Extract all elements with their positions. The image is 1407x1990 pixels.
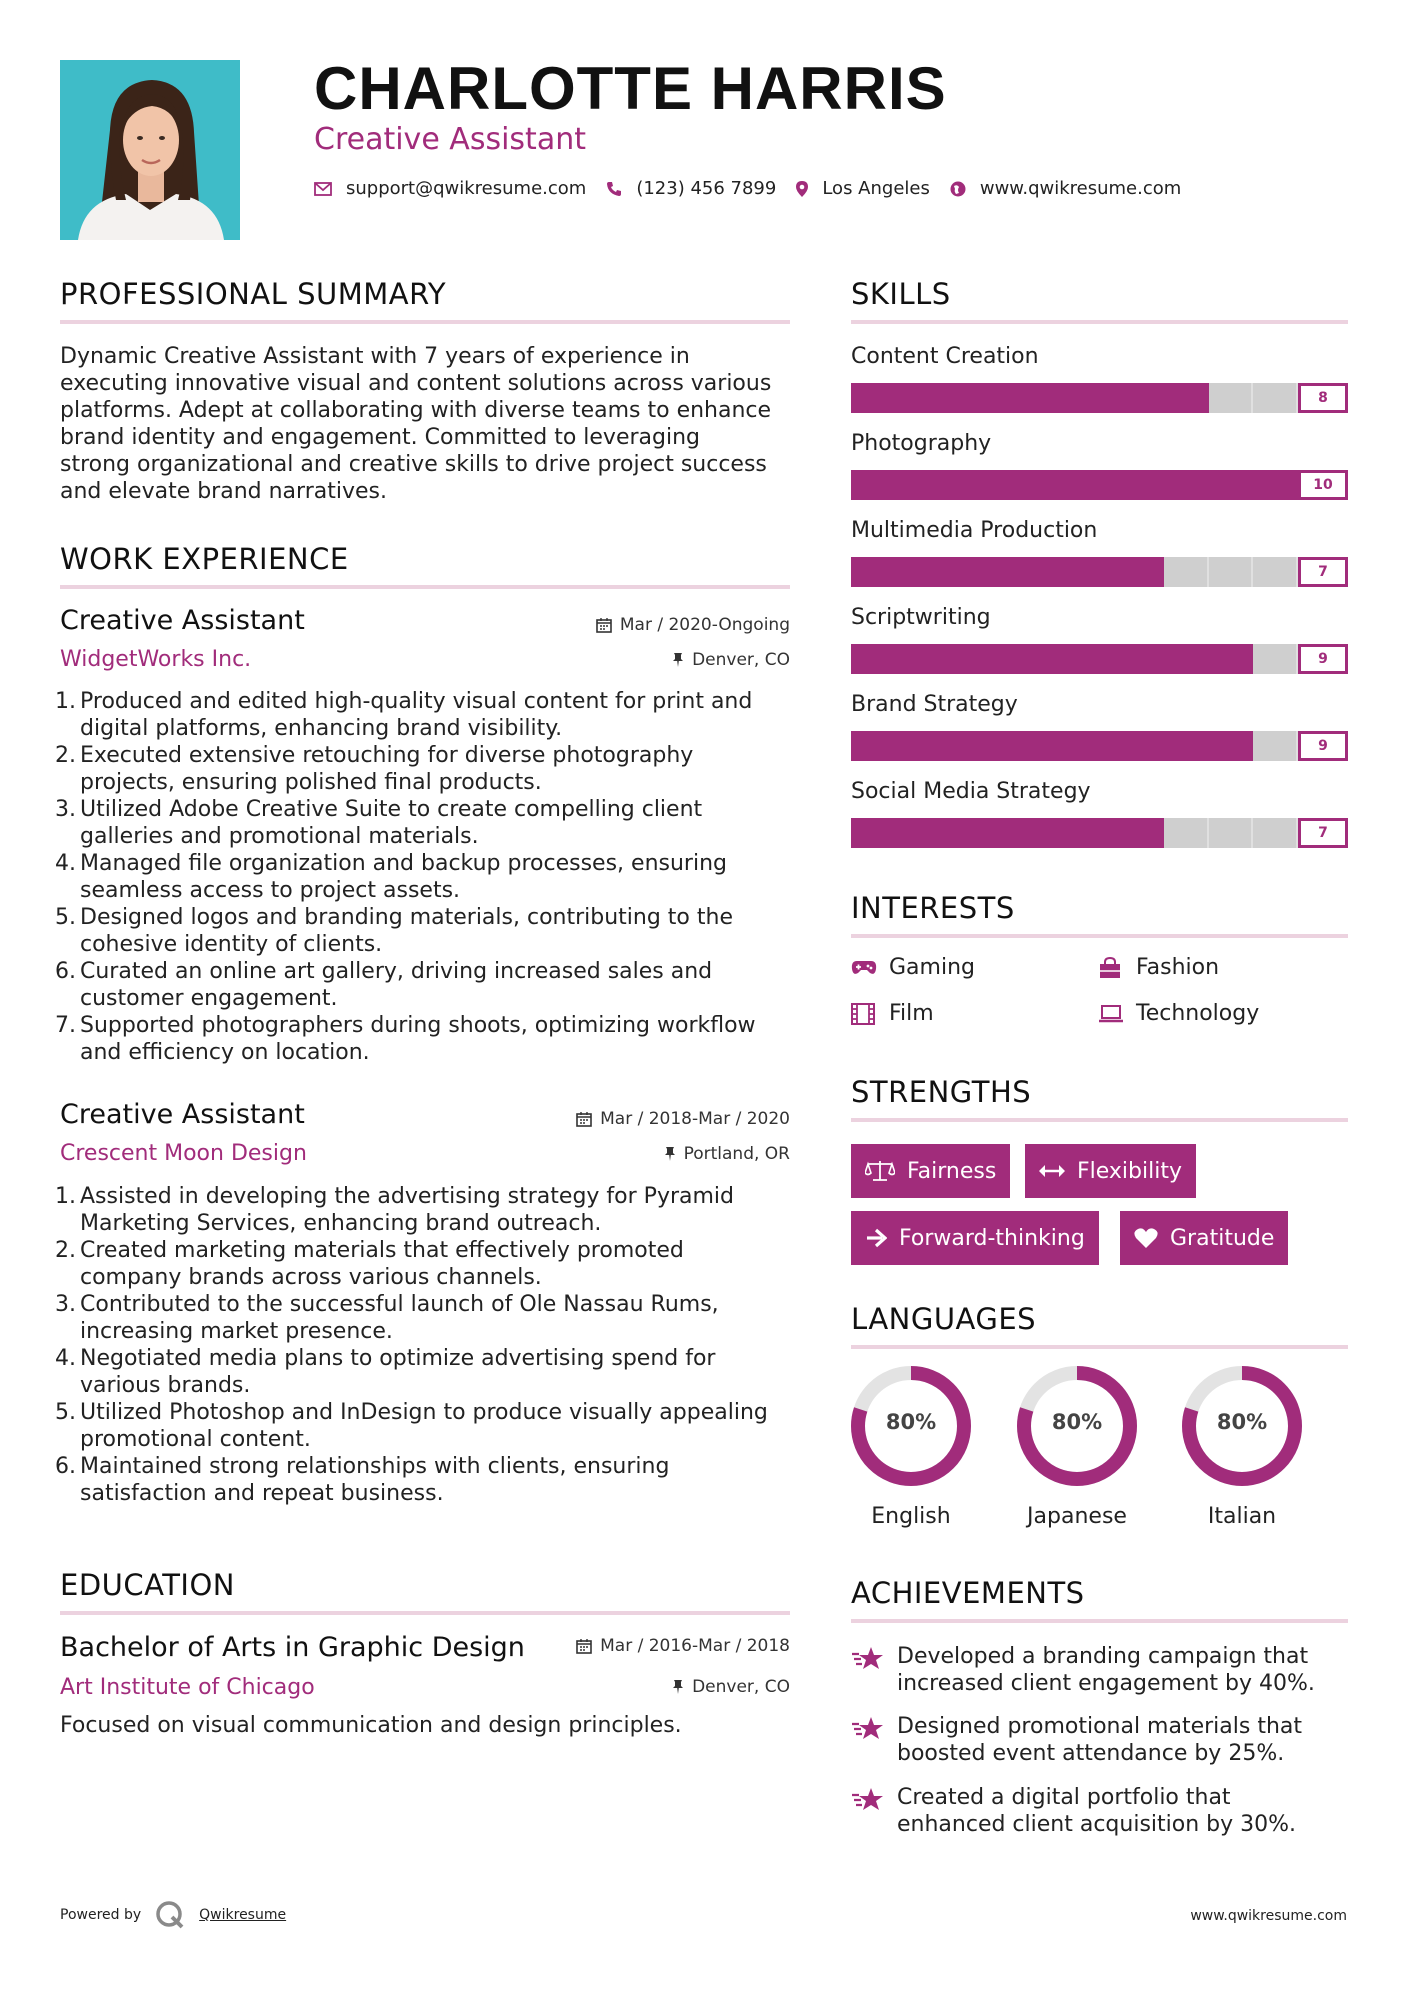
strength-label: Fairness (907, 1158, 997, 1184)
job-dates (576, 1109, 790, 1129)
laptop-icon (1098, 1004, 1126, 1024)
summary-line: executing innovative visual and content solutions across various (60, 371, 772, 396)
heart-icon (1134, 1227, 1158, 1249)
company-name: Crescent Moon Design (60, 1141, 307, 1166)
film-icon (851, 1003, 879, 1025)
strength-flexibility (1025, 1144, 1196, 1198)
skill-segment-filled (1119, 644, 1164, 674)
strength-forward-thinking (851, 1211, 1099, 1265)
skill-name: Brand Strategy (851, 692, 1018, 717)
summary-line: platforms. Adept at collaborating with diverse teams to enhance (60, 398, 772, 423)
job-bullets (55, 688, 800, 1066)
strength-fairness (851, 1144, 1010, 1198)
skill-segment-filled (1164, 470, 1209, 500)
bullet-line: and efficiency on location. (80, 1040, 370, 1065)
powered-by-label: Powered by (60, 1907, 142, 1923)
bullet-line: digital platforms, enhancing brand visibility. (80, 716, 563, 741)
qwikresume-logo-icon (155, 1900, 185, 1930)
interest-technology (1098, 1001, 1259, 1026)
skill-segment-filled (1253, 470, 1298, 500)
skill-name: Content Creation (851, 344, 1039, 369)
bullet-line: Assisted in developing the advertising strategy for Pyramid (80, 1184, 734, 1209)
bullet-line: cohesive identity of clients. (80, 932, 383, 957)
calendar-icon (596, 617, 612, 633)
skill-segment-empty (1209, 383, 1254, 413)
skill-segment-filled (896, 557, 941, 587)
interest-label: Film (889, 1001, 934, 1026)
bullet-line: Curated an online art gallery, driving increased sales and (80, 959, 713, 984)
list-item: 6. Maintained strong relationships with clients, ensuring satisfaction and repeat business. (60, 1453, 800, 1507)
skill-segment-filled (851, 731, 896, 761)
skill-segment-filled (940, 818, 985, 848)
interest-label: Fashion (1136, 955, 1220, 980)
contact-phone[interactable] (606, 178, 776, 199)
bullet-line: projects, ensuring polished final products. (80, 770, 542, 795)
achievement-line: enhanced client acquisition by 30%. (897, 1812, 1297, 1837)
summary-heading: PROFESSIONAL SUMMARY (60, 277, 447, 311)
summary-line: and elevate brand narratives. (60, 479, 387, 504)
language-name: Japanese (1027, 1504, 1127, 1529)
pushpin-icon (672, 1679, 684, 1695)
skill-segment-filled (851, 557, 896, 587)
bullet-line: Managed file organization and backup processes, ensuring (80, 851, 727, 876)
education-heading: EDUCATION (60, 1568, 236, 1602)
phone-text: (123) 456 7899 (636, 178, 777, 199)
achievement-line: Created a digital portfolio that (897, 1785, 1231, 1810)
language-name: Italian (1207, 1504, 1277, 1529)
language-percent: 80% (885, 1410, 937, 1434)
strength-label: Forward-thinking (899, 1225, 1085, 1251)
summary-line: brand identity and engagement. Committed to leveraging (60, 425, 700, 450)
job-title: Creative Assistant (60, 605, 305, 636)
interest-fashion (1098, 955, 1219, 980)
education-location-text: Denver, CO (692, 1677, 790, 1697)
experience-divider (60, 585, 790, 589)
list-item: 6. Curated an online art gallery, driving increased sales and customer engagement. (60, 958, 800, 1012)
list-item: 2. Executed extensive retouching for diverse photography projects, ensuring polished final products. (60, 742, 800, 796)
skill-segment-filled (851, 644, 896, 674)
language-item (849, 1364, 973, 1529)
company-name: WidgetWorks Inc. (60, 647, 252, 672)
bullet-line: promotional content. (80, 1427, 311, 1452)
bullet-line: satisfaction and repeat business. (80, 1481, 444, 1506)
bullet-line: various brands. (80, 1373, 251, 1398)
skill-segment-filled (940, 383, 985, 413)
gamepad-icon (851, 960, 879, 976)
skill-segment-filled (940, 557, 985, 587)
skill-segment-filled (1209, 731, 1254, 761)
interest-film (851, 1001, 934, 1026)
skill-segment-filled (896, 731, 941, 761)
pushpin-icon (672, 652, 684, 668)
bullet-line: Contributed to the successful launch of Ole Nassau Rums, (80, 1292, 719, 1317)
achievements-divider (851, 1619, 1348, 1623)
summary-text (60, 343, 800, 505)
bullet-line: customer engagement. (80, 986, 338, 1011)
interest-label: Gaming (889, 955, 975, 980)
skill-segment-filled (1030, 557, 1075, 587)
language-item (1180, 1364, 1304, 1529)
job-dates (596, 615, 790, 635)
education-dates (576, 1636, 790, 1656)
bullet-line: Created marketing materials that effectively promoted (80, 1238, 684, 1263)
skill-segment-filled (940, 731, 985, 761)
skill-segment-filled (940, 644, 985, 674)
skill-segment-filled (896, 818, 941, 848)
contact-location (796, 178, 930, 199)
skill-bar (851, 470, 1298, 500)
summary-divider (60, 320, 790, 324)
website-text: www.qwikresume.com (979, 178, 1182, 199)
skill-segment-filled (851, 818, 896, 848)
list-item: 5. Designed logos and branding materials, contributing to the cohesive identity of clients. (60, 904, 800, 958)
skill-segment-filled (1074, 470, 1119, 500)
skill-segment-filled (1074, 818, 1119, 848)
strength-label: Flexibility (1077, 1158, 1182, 1184)
skill-segment-filled (1119, 470, 1164, 500)
language-name: English (871, 1504, 951, 1529)
skill-segment-filled (1074, 731, 1119, 761)
skill-bar (851, 383, 1298, 413)
skill-segment-empty (1164, 557, 1209, 587)
skill-segment-empty (1164, 818, 1209, 848)
education-location (672, 1677, 790, 1697)
list-item: 2. Created marketing materials that effectively promoted company brands across various channels. (60, 1237, 800, 1291)
education-dates-text: Mar / 2016-Mar / 2018 (600, 1636, 790, 1656)
language-item (1015, 1364, 1139, 1529)
list-item: 5. Utilized Photoshop and InDesign to produce visually appealing promotional content. (60, 1399, 800, 1453)
skill-segment-filled (1164, 383, 1209, 413)
skill-name: Scriptwriting (851, 605, 991, 630)
bullet-line: galleries and promotional materials. (80, 824, 479, 849)
skill-segment-filled (1164, 644, 1209, 674)
skill-name: Photography (851, 431, 992, 456)
skill-segment-empty (1253, 731, 1298, 761)
skill-segment-filled (896, 644, 941, 674)
globe-icon (950, 181, 966, 197)
skill-segment-filled (1030, 470, 1075, 500)
summary-line: strong organizational and creative skills to drive project success (60, 452, 767, 477)
candidate-name: CHARLOTTE HARRIS (314, 55, 947, 122)
skill-segment-filled (985, 557, 1030, 587)
achievement-line: boosted event attendance by 25%. (897, 1741, 1285, 1766)
education-divider (60, 1611, 790, 1615)
school-name: Art Institute of Chicago (60, 1675, 315, 1700)
shopping-bag-icon (1098, 957, 1126, 979)
list-item: 1. Produced and edited high-quality visual content for print and digital platforms, enhancing brand visibility. (60, 688, 800, 742)
bullet-line: Supported photographers during shoots, optimizing workflow (80, 1013, 756, 1038)
bullet-line: Maintained strong relationships with clients, ensuring (80, 1454, 670, 1479)
calendar-icon (576, 1111, 592, 1127)
skill-segment-filled (1030, 818, 1075, 848)
bullet-line: Utilized Photoshop and InDesign to produce visually appealing (80, 1400, 768, 1425)
bullet-line: Designed logos and branding materials, contributing to the (80, 905, 733, 930)
trophy-star-icon (851, 1643, 887, 1697)
arrows-horizontal-icon (1039, 1164, 1065, 1178)
footer-powered-by (60, 1900, 286, 1930)
achievement-line: Developed a branding campaign that (897, 1644, 1309, 1669)
skill-segment-filled (1074, 644, 1119, 674)
skill-segment-filled (896, 470, 941, 500)
job-dates-text: Mar / 2018-Mar / 2020 (600, 1109, 790, 1129)
trophy-star-icon (851, 1784, 887, 1838)
achievement-item (851, 1784, 1348, 1838)
skill-segment-filled (1074, 383, 1119, 413)
skill-segment-filled (1209, 470, 1254, 500)
skill-segment-filled (851, 470, 896, 500)
summary-line: Dynamic Creative Assistant with 7 years of experience in (60, 344, 690, 369)
list-item: 3. Utilized Adobe Creative Suite to create compelling client galleries and promotional materials. (60, 796, 800, 850)
skills-heading: SKILLS (851, 277, 951, 311)
job-location (672, 650, 790, 670)
skill-segment-filled (1119, 557, 1164, 587)
job-location (664, 1144, 790, 1164)
skill-segment-empty (1209, 818, 1254, 848)
map-pin-icon (796, 181, 808, 197)
skill-score-badge: 9 (1298, 644, 1348, 674)
location-text: Los Angeles (822, 178, 930, 199)
bullet-line: Negotiated media plans to optimize advertising spend for (80, 1346, 716, 1371)
strength-gratitude (1120, 1211, 1288, 1265)
skill-segment-filled (1119, 731, 1164, 761)
job-bullets (55, 1183, 800, 1507)
phone-icon (606, 181, 622, 197)
skill-segment-filled (985, 731, 1030, 761)
achievement-line: increased client engagement by 40%. (897, 1671, 1315, 1696)
degree-title: Bachelor of Arts in Graphic Design (60, 1632, 525, 1663)
footer-website[interactable]: www.qwikresume.com (1190, 1908, 1347, 1924)
skill-segment-filled (985, 383, 1030, 413)
list-item: 4. Managed file organization and backup processes, ensuring seamless access to project assets. (60, 850, 800, 904)
email-text: support@qwikresume.com (346, 178, 587, 199)
skill-score-badge: 8 (1298, 383, 1348, 413)
skill-segment-filled (1209, 644, 1254, 674)
bullet-line: company brands across various channels. (80, 1265, 542, 1290)
skill-bar (851, 557, 1298, 587)
education-description: Focused on visual communication and design principles. (60, 1713, 682, 1738)
balance-scale-icon (865, 1159, 895, 1183)
contact-website[interactable] (950, 178, 1181, 199)
interests-heading: INTERESTS (851, 891, 1015, 925)
bullet-line: Produced and edited high-quality visual content for print and (80, 689, 753, 714)
skill-segment-filled (1030, 731, 1075, 761)
skill-segment-filled (985, 644, 1030, 674)
skill-segment-filled (851, 383, 896, 413)
list-item: 7. Supported photographers during shoots, optimizing workflow and efficiency on location. (60, 1012, 800, 1066)
languages-divider (851, 1345, 1348, 1349)
skill-segment-filled (1074, 557, 1119, 587)
strengths-divider (851, 1118, 1348, 1122)
skill-segment-empty (1253, 557, 1298, 587)
envelope-icon (314, 182, 332, 196)
job-dates-text: Mar / 2020-Ongoing (619, 615, 790, 635)
skill-segment-filled (1030, 383, 1075, 413)
skill-segment-filled (1119, 818, 1164, 848)
bullet-line: increasing market presence. (80, 1319, 393, 1344)
job-location-text: Denver, CO (692, 650, 790, 670)
skill-bar (851, 731, 1298, 761)
skill-segment-filled (985, 818, 1030, 848)
bullet-line: seamless access to project assets. (80, 878, 461, 903)
language-percent: 80% (1216, 1410, 1268, 1434)
job-location-text: Portland, OR (683, 1144, 790, 1164)
interests-divider (851, 934, 1348, 938)
contact-email[interactable] (314, 178, 586, 199)
bullet-line: Executed extensive retouching for diverse photography (80, 743, 694, 768)
list-item: 3. Contributed to the successful launch of Ole Nassau Rums, increasing market presence. (60, 1291, 800, 1345)
skill-score-badge: 9 (1298, 731, 1348, 761)
skill-segment-empty (1253, 383, 1298, 413)
skill-segment-filled (940, 470, 985, 500)
skill-segment-empty (1253, 644, 1298, 674)
experience-heading: WORK EXPERIENCE (60, 542, 349, 576)
calendar-icon (576, 1638, 592, 1654)
achievement-line: Designed promotional materials that (897, 1714, 1303, 1739)
pushpin-icon (664, 1146, 676, 1162)
skill-segment-filled (896, 383, 941, 413)
skill-name: Social Media Strategy (851, 779, 1091, 804)
language-percent: 80% (1051, 1410, 1103, 1434)
languages-heading: LANGUAGES (851, 1302, 1037, 1336)
trophy-star-icon (851, 1713, 887, 1767)
skill-segment-filled (1030, 644, 1075, 674)
profile-photo (60, 60, 240, 240)
skill-score-badge: 7 (1298, 818, 1348, 848)
bullet-line: Marketing Services, enhancing brand outreach. (80, 1211, 602, 1236)
skill-score-badge: 10 (1298, 470, 1348, 500)
achievement-item (851, 1713, 1348, 1767)
skill-bar (851, 644, 1298, 674)
skill-segment-empty (1253, 818, 1298, 848)
achievement-item (851, 1643, 1348, 1697)
arrow-right-icon (865, 1228, 887, 1248)
achievements-heading: ACHIEVEMENTS (851, 1576, 1085, 1610)
skill-segment-filled (985, 470, 1030, 500)
skill-segment-empty (1209, 557, 1254, 587)
list-item: 4. Negotiated media plans to optimize advertising spend for various brands. (60, 1345, 800, 1399)
skill-segment-filled (1119, 383, 1164, 413)
job-title: Creative Assistant (60, 1099, 305, 1130)
contact-bar (314, 178, 1201, 199)
interest-gaming (851, 955, 975, 980)
candidate-title: Creative Assistant (314, 122, 586, 157)
interest-label: Technology (1136, 1001, 1260, 1026)
skill-name: Multimedia Production (851, 518, 1098, 543)
skill-score-badge: 7 (1298, 557, 1348, 587)
strength-label: Gratitude (1170, 1225, 1275, 1251)
qwikresume-link[interactable]: Qwikresume (199, 1907, 287, 1923)
strengths-heading: STRENGTHS (851, 1075, 1032, 1109)
skills-divider (851, 320, 1348, 324)
bullet-line: Utilized Adobe Creative Suite to create compelling client (80, 797, 703, 822)
list-item: 1. Assisted in developing the advertising strategy for Pyramid Marketing Services, enhancing brand outreach. (60, 1183, 800, 1237)
skill-segment-filled (1164, 731, 1209, 761)
skill-bar (851, 818, 1298, 848)
